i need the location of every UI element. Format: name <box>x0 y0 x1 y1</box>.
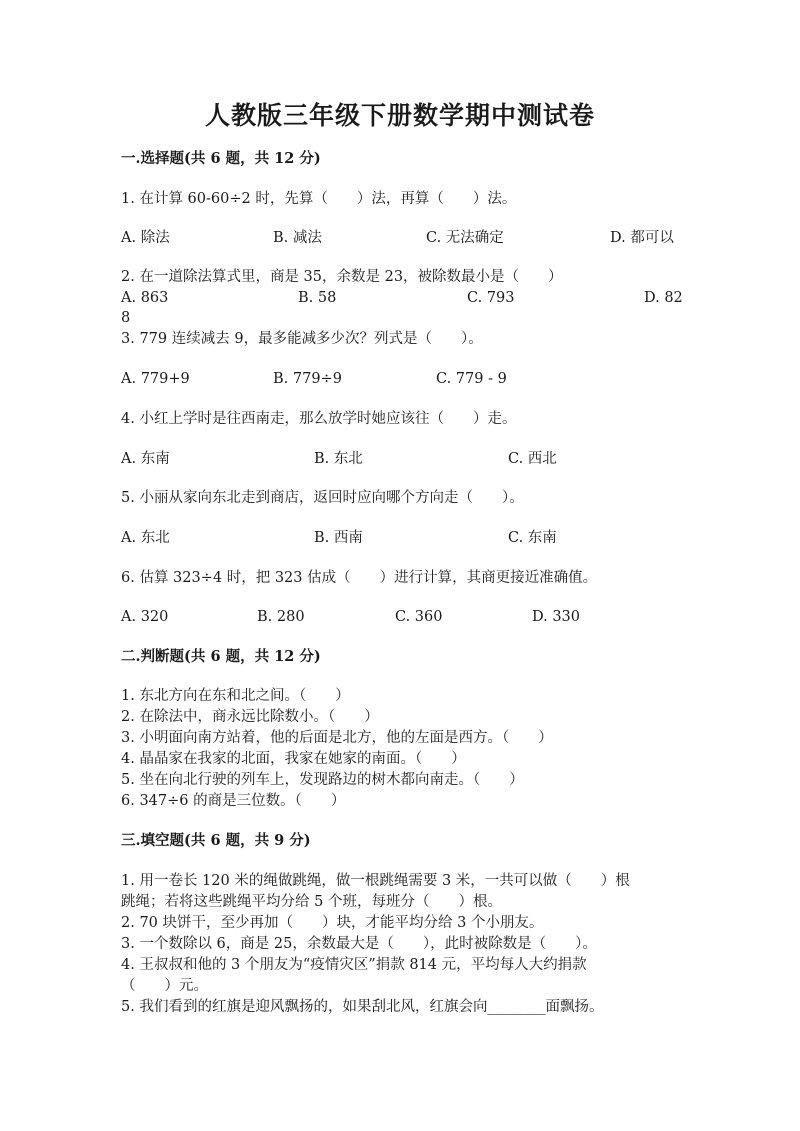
page-title: 人教版三年级下册数学期中测试卷 <box>204 101 595 130</box>
option-1-4-c: C. 西北 <box>508 451 557 467</box>
judge-item-6: 6. 347÷6 的商是三位数。（ ） <box>121 793 346 809</box>
option-1-5-c: C. 东南 <box>508 530 557 546</box>
fill-line-6: （ ）元。 <box>121 978 208 994</box>
option-1-6-c: C. 360 <box>395 609 443 625</box>
option-1-3-c: C. 779 - 9 <box>436 371 507 387</box>
option-1-1-c: C. 无法确定 <box>426 230 504 246</box>
question-1-1: 1. 在计算 60-60÷2 时，先算（ ）法，再算（ ）法。 <box>121 191 517 207</box>
option-1-1-a: A. 除法 <box>121 230 170 246</box>
option-1-6-a: A. 320 <box>121 609 169 625</box>
option-1-3-a: A. 779+9 <box>121 371 190 387</box>
fill-line-5: 4. 王叔叔和他的 3 个朋友为“疫情灾区”捐款 814 元，平均每人大约捐款 <box>121 957 587 973</box>
option-1-1-d: D. 都可以 <box>610 230 674 246</box>
judge-item-5: 5. 坐在向北行驶的列车上，发现路边的树木都向南走。（ ） <box>121 772 524 788</box>
option-1-6-d: D. 330 <box>532 609 581 625</box>
option-1-5-b: B. 西南 <box>314 530 363 546</box>
question-1-2: 2. 在一道除法算式里，商是 35，余数是 23，被除数最小是（ ） <box>121 269 563 285</box>
fill-line-2: 跳绳；若将这些跳绳平均分给 5 个班，每班分（ ）根。 <box>121 894 502 910</box>
section3-heading: 三.填空题(共 6 题，共 9 分) <box>121 832 311 849</box>
fill-line-1: 1. 用一卷长 120 米的绳做跳绳，做一根跳绳需要 3 米，一共可以做（ ）根 <box>121 873 630 889</box>
option-1-1-b: B. 减法 <box>273 230 322 246</box>
section2-heading: 二.判断题(共 6 题，共 12 分) <box>121 648 321 665</box>
option-1-4-a: A. 东南 <box>121 451 170 467</box>
fill-line-4: 3. 一个数除以 6，商是 25，余数最大是（ ），此时被除数是（ ）。 <box>121 936 597 952</box>
question-1-4: 4. 小红上学时是往西南走，那么放学时她应该往（ ）走。 <box>121 411 517 427</box>
question-1-6: 6. 估算 323÷4 时，把 323 估成（ ）进行计算，其商更接近准确值。 <box>121 570 598 586</box>
judge-item-3: 3. 小明面向南方站着，他的后面是北方，他的左面是西方。（ ） <box>121 730 553 746</box>
option-1-2-c: C. 793 <box>467 290 515 306</box>
fill-line-3: 2. 70 块饼干，至少再加（ ）块，才能平均分给 3 个小朋友。 <box>121 915 544 931</box>
option-1-2-a: A. 863 <box>121 290 169 306</box>
judge-item-4: 4. 晶晶家在我家的北面，我家在她家的南面。（ ） <box>121 751 466 767</box>
option-1-2-b: B. 58 <box>298 290 337 306</box>
option-1-4-b: B. 东北 <box>314 451 363 467</box>
fill-line-7: 5. 我们看到的红旗是迎风飘扬的，如果刮北风，红旗会向________面飘扬。 <box>121 999 604 1015</box>
option-1-3-b: B. 779÷9 <box>273 371 342 387</box>
question-1-5: 5. 小丽从家向东北走到商店，返回时应向哪个方向走（ ）。 <box>121 490 524 506</box>
option-1-5-a: A. 东北 <box>121 530 170 546</box>
option-1-6-b: B. 280 <box>257 609 305 625</box>
judge-item-1: 1. 东北方向在东和北之间。（ ） <box>121 688 350 704</box>
question-1-3: 3. 779 连续减去 9，最多能减多少次？列式是（ ）。 <box>121 331 483 347</box>
judge-item-2: 2. 在除法中，商永远比除数小。（ ） <box>121 709 379 725</box>
option-1-2-d: D. 82 <box>644 290 683 306</box>
section1-heading: 一.选择题(共 6 题，共 12 分) <box>121 150 321 167</box>
option-1-2-d-wrap: 8 <box>121 310 131 326</box>
